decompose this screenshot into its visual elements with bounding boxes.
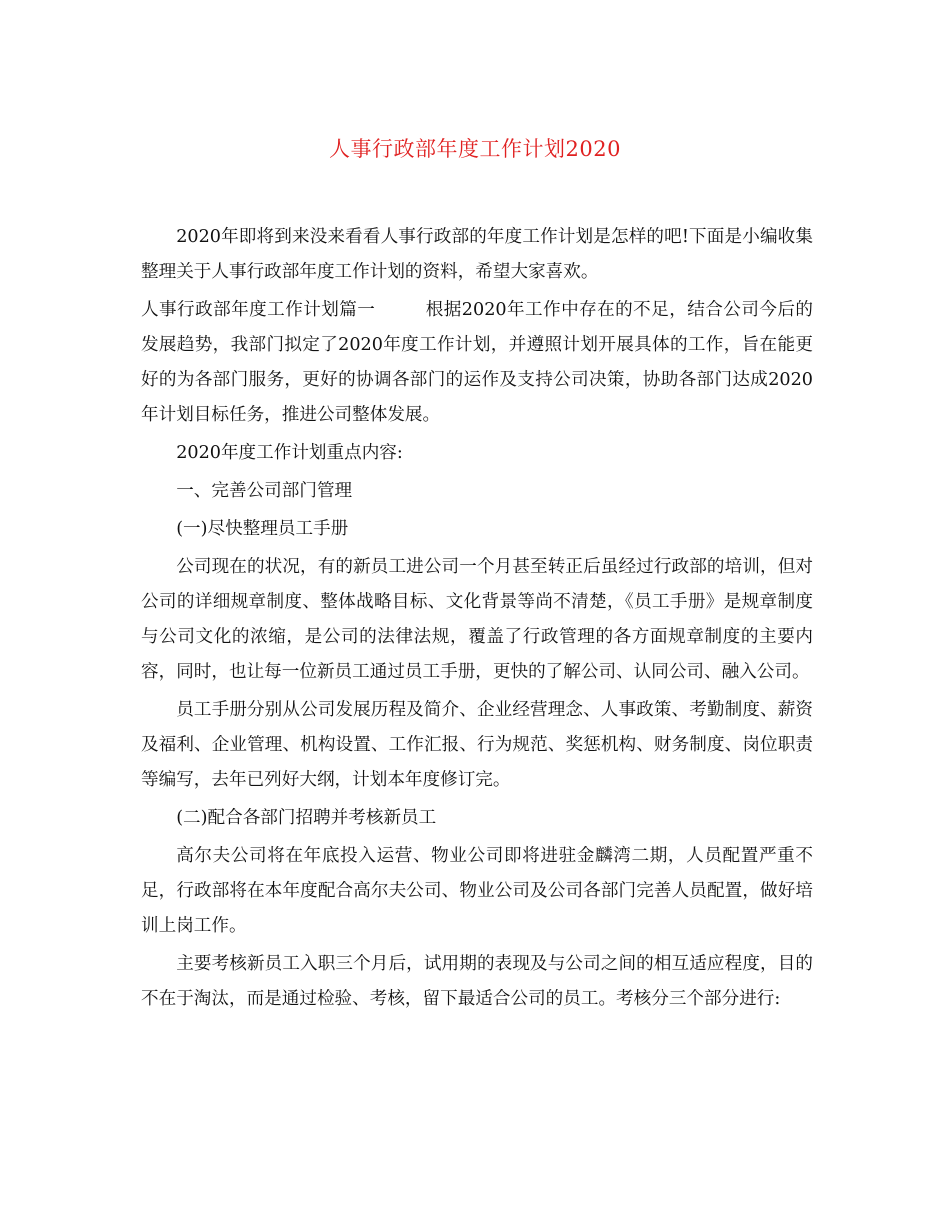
paragraph-assessment: 主要考核新员工入职三个月后，试用期的表现及与公司之间的相互适应程度，目的不在于淘汰，而是通过检验、考核，留下最适合公司的员工。考核分三个部分进行:	[141, 954, 813, 1009]
paragraph-key-points: 2020年度工作计划重点内容:	[176, 443, 403, 463]
paragraph-plan-one	[141, 293, 813, 433]
paragraph-recruitment: 高尔夫公司将在年底投入运营、物业公司即将进驻金麟湾二期，人员配置严重不足，行政部将在本年度配合高尔夫公司、物业公司及公司各部门完善人员配置，做好培训上岗工作。	[141, 846, 813, 936]
paragraph-subheading-2: (二)配合各部门招聘并考核新员工	[176, 808, 437, 828]
paragraph-heading-1: 一、完善公司部门管理	[176, 481, 353, 501]
paragraph-handbook-content: 员工手册分别从公司发展历程及简介、企业经营理念、人事政策、考勤制度、薪资及福利、企业管理、机构设置、工作汇报、行为规范、奖惩机构、财务制度、岗位职责等编写，去年已列好大纲，计划本年度修订完。	[141, 700, 813, 790]
document-body	[141, 220, 813, 1020]
paragraph-intro: 2020年即将到来没来看看人事行政部的年度工作计划是怎样的吧!下面是小编收集整理关于人事行政部年度工作计划的资料，希望大家喜欢。	[141, 227, 813, 282]
section-heading: 人事行政部年度工作计划篇一	[141, 300, 376, 320]
section-text: 根据2020年工作中存在的不足，结合公司今后的发展趋势，我部门拟定了2020年度工作计划，并遵照计划开展具体的工作，旨在能更好的为各部门服务，更好的协调各部门的运作及支持公司决策，协助各部门达成2020年计划目标任务，推进公司整体发展。	[141, 300, 813, 425]
paragraph-handbook-status: 公司现在的状况，有的新员工进公司一个月甚至转正后虽经过行政部的培训，但对公司的详细规章制度、整体战略目标、文化背景等尚不清楚，《员工手册》是规章制度与公司文化的浓缩，是公司的法律法规，覆盖了行政管理的各方面规章制度的主要内容，同时，也让每一位新员工通过员工手册，更快的了解公司、认同公司、融入公司。	[141, 557, 813, 682]
paragraph-subheading-1: (一)尽快整理员工手册	[176, 519, 349, 539]
document-title: 人事行政部年度工作计划2020	[329, 137, 621, 161]
